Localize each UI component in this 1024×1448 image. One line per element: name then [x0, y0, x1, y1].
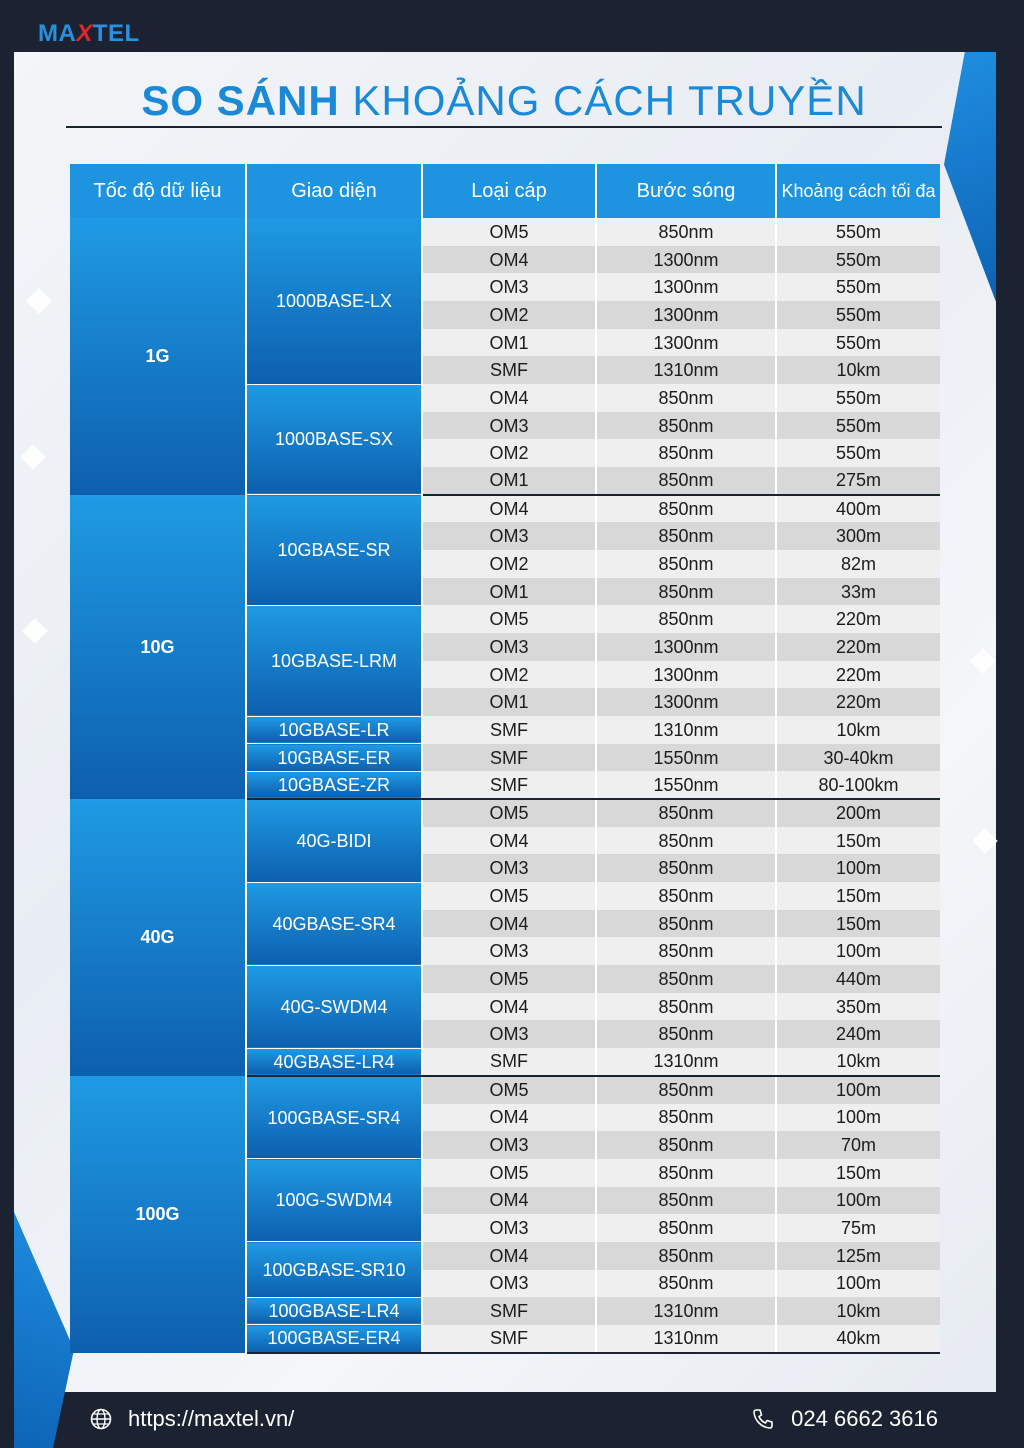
cable-type-cell: OM3 [422, 412, 596, 440]
cable-type-cell: SMF [422, 771, 596, 799]
wavelength-cell: 1310nm [596, 356, 776, 384]
distance-cell: 550m [776, 301, 940, 329]
speed-cell: 1G [70, 218, 246, 495]
cable-type-cell: SMF [422, 1325, 596, 1353]
wavelength-cell: 850nm [596, 550, 776, 578]
interface-cell: 100GBASE-SR10 [246, 1242, 422, 1297]
cable-type-cell: OM3 [422, 1131, 596, 1159]
distance-cell: 80-100km [776, 771, 940, 799]
header-interface: Giao diện [246, 164, 422, 218]
footer-phone[interactable] [751, 1406, 938, 1432]
wavelength-cell: 1300nm [596, 273, 776, 301]
wavelength-cell: 850nm [596, 965, 776, 993]
wavelength-cell: 850nm [596, 384, 776, 412]
comparison-table [70, 164, 940, 1354]
interface-cell: 100GBASE-ER4 [246, 1325, 422, 1353]
distance-cell: 150m [776, 1159, 940, 1187]
corner-decoration-top-right [944, 52, 996, 302]
wavelength-cell: 850nm [596, 578, 776, 606]
cable-type-cell: OM4 [422, 1242, 596, 1270]
distance-cell: 440m [776, 965, 940, 993]
title-bold: SO SÁNH [141, 77, 340, 124]
distance-cell: 30-40km [776, 744, 940, 772]
interface-cell: 10GBASE-LR [246, 716, 422, 744]
cable-type-cell: SMF [422, 1048, 596, 1076]
distance-cell: 150m [776, 910, 940, 938]
cable-type-cell: OM3 [422, 1270, 596, 1298]
diamond-decoration [970, 648, 995, 673]
cable-type-cell: OM2 [422, 439, 596, 467]
distance-cell: 300m [776, 522, 940, 550]
distance-cell: 33m [776, 578, 940, 606]
distance-cell: 70m [776, 1131, 940, 1159]
cable-type-cell: OM3 [422, 1214, 596, 1242]
wavelength-cell: 1300nm [596, 301, 776, 329]
distance-cell: 40km [776, 1325, 940, 1353]
distance-cell: 550m [776, 412, 940, 440]
cable-type-cell: OM5 [422, 799, 596, 827]
wavelength-cell: 1300nm [596, 688, 776, 716]
wavelength-cell: 1300nm [596, 246, 776, 274]
wavelength-cell: 1310nm [596, 716, 776, 744]
table-row [70, 799, 940, 827]
speed-cell: 100G [70, 1076, 246, 1353]
wavelength-cell: 850nm [596, 827, 776, 855]
cable-type-cell: OM4 [422, 993, 596, 1021]
distance-cell: 240m [776, 1020, 940, 1048]
cable-type-cell: OM3 [422, 273, 596, 301]
cable-type-cell: OM4 [422, 246, 596, 274]
cable-type-cell: SMF [422, 1297, 596, 1325]
diamond-decoration [20, 444, 45, 469]
cable-type-cell: SMF [422, 716, 596, 744]
cable-type-cell: OM1 [422, 578, 596, 606]
distance-cell: 150m [776, 882, 940, 910]
distance-cell: 550m [776, 218, 940, 246]
table-header-row [70, 164, 940, 218]
phone-number[interactable]: 024 6662 3616 [791, 1406, 938, 1431]
website-url[interactable]: https://maxtel.vn/ [128, 1406, 295, 1431]
page-title [66, 76, 942, 128]
distance-cell: 275m [776, 467, 940, 495]
wavelength-cell: 850nm [596, 412, 776, 440]
wavelength-cell: 1550nm [596, 744, 776, 772]
wavelength-cell: 850nm [596, 937, 776, 965]
distance-cell: 100m [776, 1104, 940, 1132]
globe-icon [90, 1408, 112, 1430]
distance-cell: 550m [776, 273, 940, 301]
wavelength-cell: 850nm [596, 1242, 776, 1270]
interface-cell: 1000BASE-LX [246, 218, 422, 384]
distance-cell: 400m [776, 495, 940, 523]
wavelength-cell: 1310nm [596, 1325, 776, 1353]
wavelength-cell: 1310nm [596, 1297, 776, 1325]
maxtel-logo[interactable]: MAXTEL [38, 20, 140, 47]
distance-cell: 75m [776, 1214, 940, 1242]
wavelength-cell: 850nm [596, 1076, 776, 1104]
wavelength-cell: 1310nm [596, 1048, 776, 1076]
cable-type-cell: OM3 [422, 1020, 596, 1048]
phone-icon [751, 1407, 775, 1431]
wavelength-cell: 850nm [596, 218, 776, 246]
cable-type-cell: OM3 [422, 854, 596, 882]
cable-type-cell: OM1 [422, 688, 596, 716]
table-row [70, 218, 940, 246]
cable-type-cell: OM5 [422, 1159, 596, 1187]
cable-type-cell: OM4 [422, 827, 596, 855]
table-row [70, 1076, 940, 1104]
cable-type-cell: SMF [422, 744, 596, 772]
interface-cell: 10GBASE-ER [246, 744, 422, 772]
title-rest: KHOẢNG CÁCH TRUYỀN [352, 77, 867, 124]
interface-cell: 10GBASE-LRM [246, 605, 422, 716]
distance-cell: 100m [776, 1076, 940, 1104]
wavelength-cell: 850nm [596, 1214, 776, 1242]
wavelength-cell: 850nm [596, 1131, 776, 1159]
wavelength-cell: 850nm [596, 1270, 776, 1298]
footer [0, 1392, 1024, 1448]
distance-cell: 550m [776, 439, 940, 467]
cable-type-cell: OM1 [422, 467, 596, 495]
cable-type-cell: OM5 [422, 605, 596, 633]
distance-cell: 550m [776, 329, 940, 357]
distance-cell: 220m [776, 633, 940, 661]
wavelength-cell: 850nm [596, 882, 776, 910]
cable-type-cell: OM3 [422, 937, 596, 965]
wavelength-cell: 850nm [596, 605, 776, 633]
distance-cell: 150m [776, 827, 940, 855]
distance-cell: 10km [776, 716, 940, 744]
cable-type-cell: OM1 [422, 329, 596, 357]
distance-cell: 100m [776, 937, 940, 965]
distance-cell: 350m [776, 993, 940, 1021]
diamond-decoration [22, 618, 47, 643]
wavelength-cell: 850nm [596, 799, 776, 827]
cable-type-cell: OM3 [422, 522, 596, 550]
cable-type-cell: OM4 [422, 1187, 596, 1215]
wavelength-cell: 850nm [596, 910, 776, 938]
distance-cell: 10km [776, 1048, 940, 1076]
distance-cell: 100m [776, 1270, 940, 1298]
wavelength-cell: 850nm [596, 439, 776, 467]
distance-cell: 220m [776, 661, 940, 689]
interface-cell: 1000BASE-SX [246, 384, 422, 495]
interface-cell: 100GBASE-SR4 [246, 1076, 422, 1159]
wavelength-cell: 850nm [596, 854, 776, 882]
wavelength-cell: 1300nm [596, 661, 776, 689]
cable-type-cell: OM3 [422, 633, 596, 661]
wavelength-cell: 1550nm [596, 771, 776, 799]
cable-type-cell: OM5 [422, 218, 596, 246]
distance-cell: 550m [776, 246, 940, 274]
wavelength-cell: 1300nm [596, 329, 776, 357]
wavelength-cell: 850nm [596, 1187, 776, 1215]
interface-cell: 40G-SWDM4 [246, 965, 422, 1048]
interface-cell: 10GBASE-ZR [246, 771, 422, 799]
cable-type-cell: OM2 [422, 661, 596, 689]
footer-website[interactable] [90, 1406, 294, 1432]
distance-cell: 550m [776, 384, 940, 412]
diamond-decoration [972, 828, 997, 853]
interface-cell: 40GBASE-SR4 [246, 882, 422, 965]
cable-type-cell: OM2 [422, 301, 596, 329]
distance-cell: 10km [776, 1297, 940, 1325]
table-body [70, 218, 940, 1353]
interface-cell: 10GBASE-SR [246, 495, 422, 606]
cable-type-cell: OM4 [422, 384, 596, 412]
wavelength-cell: 850nm [596, 467, 776, 495]
distance-cell: 10km [776, 356, 940, 384]
interface-cell: 100G-SWDM4 [246, 1159, 422, 1242]
wavelength-cell: 850nm [596, 993, 776, 1021]
distance-cell: 100m [776, 1187, 940, 1215]
cable-type-cell: SMF [422, 356, 596, 384]
header-max-distance: Khoảng cách tối đa [776, 164, 940, 218]
speed-cell: 10G [70, 495, 246, 799]
table-row [70, 495, 940, 523]
wavelength-cell: 850nm [596, 495, 776, 523]
interface-cell: 100GBASE-LR4 [246, 1297, 422, 1325]
distance-cell: 220m [776, 605, 940, 633]
distance-cell: 125m [776, 1242, 940, 1270]
cable-type-cell: OM5 [422, 965, 596, 993]
interface-cell: 40GBASE-LR4 [246, 1048, 422, 1076]
cable-type-cell: OM4 [422, 910, 596, 938]
distance-cell: 200m [776, 799, 940, 827]
wavelength-cell: 850nm [596, 1159, 776, 1187]
header-cable-type: Loại cáp [422, 164, 596, 218]
interface-cell: 40G-BIDI [246, 799, 422, 882]
cable-type-cell: OM4 [422, 1104, 596, 1132]
cable-type-cell: OM5 [422, 882, 596, 910]
diamond-decoration [26, 288, 51, 313]
distance-cell: 82m [776, 550, 940, 578]
wavelength-cell: 850nm [596, 522, 776, 550]
speed-cell: 40G [70, 799, 246, 1076]
header-wavelength: Bước sóng [596, 164, 776, 218]
distance-cell: 220m [776, 688, 940, 716]
wavelength-cell: 1300nm [596, 633, 776, 661]
distance-cell: 100m [776, 854, 940, 882]
wavelength-cell: 850nm [596, 1020, 776, 1048]
wavelength-cell: 850nm [596, 1104, 776, 1132]
cable-type-cell: OM2 [422, 550, 596, 578]
cable-type-cell: OM4 [422, 495, 596, 523]
header-speed: Tốc độ dữ liệu [70, 164, 246, 218]
cable-type-cell: OM5 [422, 1076, 596, 1104]
